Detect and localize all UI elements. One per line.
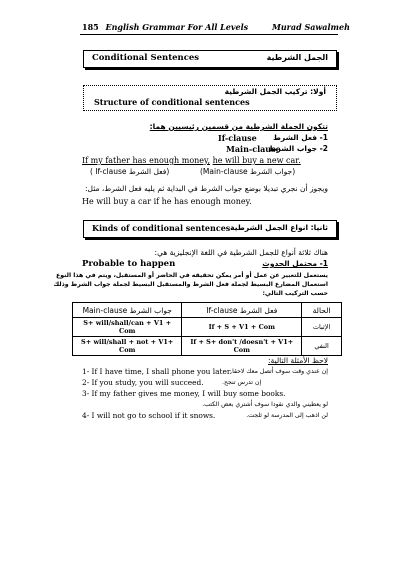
example-label-if: ( If-clause فعل الشرط)	[90, 167, 170, 176]
example-3-english: 3- If my father gives me money, I will buy some books.	[82, 389, 286, 398]
examples-heading: لاحظ الأمثلة التالية:	[268, 356, 328, 365]
section1-english-heading: Structure of conditional sentences	[94, 97, 250, 107]
example-1-english: 1- If I have time, I shall phone you later.	[82, 367, 232, 376]
type1-desc-line1: يستعمل للتعبير عن عمل أو أمر يمكن تحقيقه في الحاضر أو المستقبل، ويتم في هذا النوع	[56, 272, 328, 279]
header-rule	[80, 34, 338, 35]
book-title: English Grammar For All Levels	[105, 22, 249, 32]
example-2-arabic: إن تدرس تنجح.	[222, 379, 262, 386]
section2-arabic-heading: ثانيا: انواع الجمل الشرطية	[230, 223, 328, 232]
type1-english: Probable to happen	[82, 259, 176, 269]
title-arabic: الجمل الشرطية	[266, 53, 328, 62]
table-cell-if: If + S+ don't /doesn't + V1+ Com	[182, 337, 302, 356]
section1-arabic-heading: أولا: تركيب الجمل الشرطية	[224, 87, 326, 96]
author-name: Murad Sawalmeh	[272, 22, 350, 32]
example-4-english: 4- I will not go to school if it snows.	[82, 411, 216, 420]
structure-table	[72, 302, 342, 356]
table-row	[73, 337, 342, 356]
types-intro: هناك ثلاثة أنواع للجمل الشرطية في اللغة الإنجليزية هي:	[154, 248, 328, 257]
example-label-main: (Main-clause جواب الشرط)	[200, 167, 296, 176]
section2-english-heading: Kinds of conditional sentences	[92, 223, 231, 233]
example-if-clause: If my father has enough money,	[82, 156, 211, 165]
type1-desc-line3: حسب التركيب التالي:	[262, 290, 328, 297]
example-3-arabic: لو يعطيني والدي نقودا سوف أشتري بعض الكتب.	[202, 401, 328, 408]
swap-example: He will buy a car if he has enough money.	[82, 197, 252, 206]
example-1-arabic: إن عندي وقت سوف أتصل معك لاحقا.	[230, 368, 328, 375]
part2-english: Main-clause	[226, 144, 281, 154]
table-row	[73, 318, 342, 337]
page-header	[82, 22, 248, 32]
table-head-case: الحالة	[302, 303, 342, 318]
part1-english: If-clause	[218, 133, 257, 143]
table-head-main: Main-clause جواب الشرط	[73, 303, 182, 318]
example-main-clause: he will buy a new car.	[212, 156, 301, 165]
structure-intro: تتكون الجملة الشرطية من قسمين رئيسيين هما:	[149, 122, 328, 131]
table-cell-main: S+ will/shall + not + V1+ Com	[73, 337, 182, 356]
title-english: Conditional Sentences	[92, 53, 200, 63]
table-cell-if: If + S + V1 + Com	[182, 318, 302, 337]
example-sentence	[82, 156, 301, 165]
swap-note: ويجوز أن نجري تبديلا بوضع جواب الشرط في البداية ثم يليه فعل الشرط، مثل:	[85, 184, 328, 193]
table-cell-main: S+ will/shall/can + V1 + Com	[73, 318, 182, 337]
part2-arabic: 2- جواب الشرط	[268, 144, 328, 153]
example-4-arabic: لن اذهب إلى المدرسة لو ثلجت.	[246, 412, 328, 419]
table-head-if: If-clause فعل الشرط	[182, 303, 302, 318]
page-number: 185	[82, 22, 99, 32]
table-cell-case: النفي	[302, 337, 342, 356]
table-header-row	[73, 303, 342, 318]
type1-desc-line2: استعمال المضارع البسيط لجملة فعل الشرط والمستقبل البسيط لجملة جواب الشرط وذلك	[53, 281, 328, 288]
part1-arabic: 1- فعل الشرط	[273, 133, 328, 142]
table-cell-case: الإثبات	[302, 318, 342, 337]
example-2-english: 2- If you study, you will succeed.	[82, 378, 204, 387]
type1-arabic: 1- محتمل الحدوث	[262, 259, 328, 268]
